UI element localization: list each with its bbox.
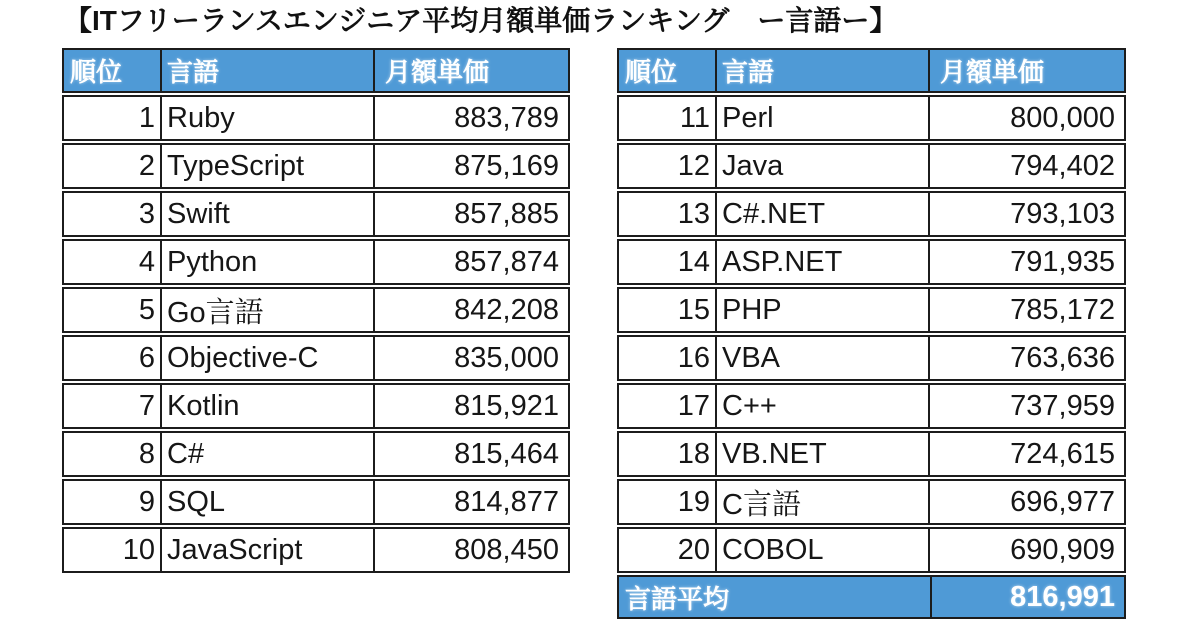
header-rank: 順位 <box>64 50 160 91</box>
rank-cell: 14 <box>677 245 710 278</box>
language-cell: PHP <box>715 289 930 331</box>
table-row <box>617 239 1126 285</box>
ranking-table-11-20 <box>617 48 1126 619</box>
price-cell: 696,977 <box>1010 485 1115 518</box>
language-cell: Java <box>715 145 930 187</box>
language-cell: SQL <box>160 481 375 523</box>
price-cell: 875,169 <box>454 149 559 182</box>
footer-value: 816,991 <box>932 577 1124 617</box>
price-cell: 883,789 <box>454 101 559 134</box>
header-price: 月額単価 <box>930 50 1124 91</box>
rank-cell: 2 <box>138 149 155 182</box>
table-row <box>62 479 570 525</box>
rank-cell: 19 <box>677 485 710 518</box>
price-cell: 814,877 <box>454 485 559 518</box>
language-cell: Python <box>160 241 375 283</box>
table-header <box>62 48 570 93</box>
table-row <box>62 143 570 189</box>
price-cell: 785,172 <box>1010 293 1115 326</box>
rank-cell: 8 <box>138 437 155 470</box>
language-cell: Ruby <box>160 97 375 139</box>
rank-cell: 5 <box>138 293 155 326</box>
price-cell: 835,000 <box>454 341 559 374</box>
language-cell: C言語 <box>715 481 930 523</box>
price-cell: 763,636 <box>1010 341 1115 374</box>
language-cell: COBOL <box>715 529 930 571</box>
header-price: 月額単価 <box>375 50 568 91</box>
price-cell: 857,885 <box>454 197 559 230</box>
header-rank: 順位 <box>619 50 715 91</box>
language-cell: ASP.NET <box>715 241 930 283</box>
header-language: 言語 <box>715 50 930 91</box>
table-row <box>62 95 570 141</box>
price-cell: 808,450 <box>454 533 559 566</box>
rank-cell: 9 <box>138 485 155 518</box>
language-cell: Go言語 <box>160 289 375 331</box>
table-row <box>617 143 1126 189</box>
language-cell: C# <box>160 433 375 475</box>
page-title: 【ITフリーランスエンジニア平均月額単価ランキング ー言語ー】 <box>64 5 898 36</box>
rank-cell: 4 <box>138 245 155 278</box>
table-row <box>617 527 1126 573</box>
header-language: 言語 <box>160 50 375 91</box>
language-cell: C#.NET <box>715 193 930 235</box>
rank-cell: 17 <box>677 389 710 422</box>
table-row <box>62 383 570 429</box>
rank-cell: 10 <box>122 533 155 566</box>
rank-cell: 15 <box>677 293 710 326</box>
price-cell: 690,909 <box>1010 533 1115 566</box>
table-row <box>62 191 570 237</box>
table-row <box>62 431 570 477</box>
rank-cell: 3 <box>138 197 155 230</box>
rank-cell: 16 <box>677 341 710 374</box>
rank-cell: 6 <box>138 341 155 374</box>
table-footer <box>617 575 1126 619</box>
footer-label: 言語平均 <box>619 577 932 617</box>
table-body <box>617 95 1126 573</box>
table-row <box>62 239 570 285</box>
table-row <box>617 191 1126 237</box>
table-header <box>617 48 1126 93</box>
price-cell: 794,402 <box>1010 149 1115 182</box>
language-cell: JavaScript <box>160 529 375 571</box>
price-cell: 815,464 <box>454 437 559 470</box>
table-row <box>617 431 1126 477</box>
language-cell: VBA <box>715 337 930 379</box>
language-cell: Perl <box>715 97 930 139</box>
language-cell: TypeScript <box>160 145 375 187</box>
language-cell: Kotlin <box>160 385 375 427</box>
price-cell: 793,103 <box>1010 197 1115 230</box>
price-cell: 791,935 <box>1010 245 1115 278</box>
table-row <box>617 287 1126 333</box>
rank-cell: 7 <box>138 389 155 422</box>
table-row <box>617 335 1126 381</box>
price-cell: 842,208 <box>454 293 559 326</box>
rank-cell: 1 <box>138 101 155 134</box>
language-cell: Swift <box>160 193 375 235</box>
rank-cell: 11 <box>679 101 710 134</box>
language-cell: C++ <box>715 385 930 427</box>
rank-cell: 12 <box>677 149 710 182</box>
price-cell: 857,874 <box>454 245 559 278</box>
table-row <box>617 479 1126 525</box>
rank-cell: 18 <box>677 437 710 470</box>
table-row <box>617 95 1126 141</box>
table-row <box>62 287 570 333</box>
price-cell: 724,615 <box>1010 437 1115 470</box>
ranking-table-1-10 <box>62 48 570 573</box>
price-cell: 737,959 <box>1010 389 1115 422</box>
price-cell: 815,921 <box>454 389 559 422</box>
price-cell: 800,000 <box>1010 101 1115 134</box>
language-cell: VB.NET <box>715 433 930 475</box>
table-row <box>62 527 570 573</box>
rank-cell: 13 <box>677 197 710 230</box>
table-body <box>62 95 570 573</box>
language-cell: Objective-C <box>160 337 375 379</box>
table-row <box>62 335 570 381</box>
rank-cell: 20 <box>677 533 710 566</box>
table-row <box>617 383 1126 429</box>
